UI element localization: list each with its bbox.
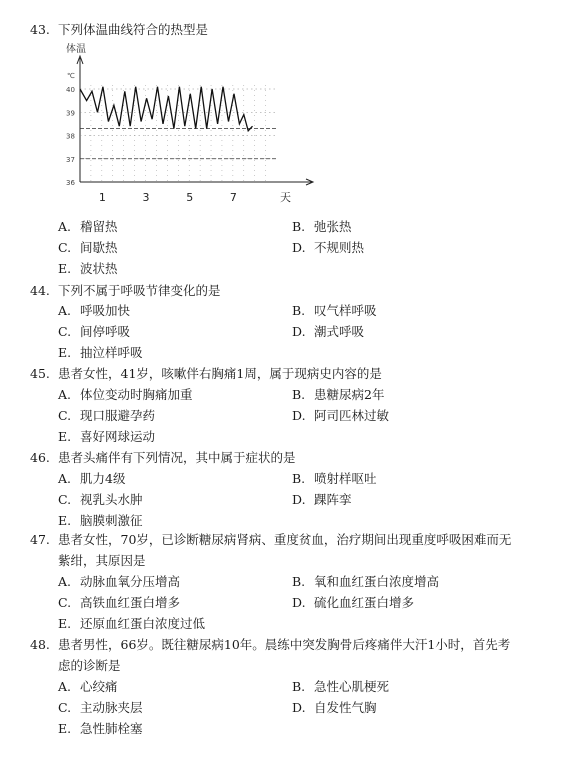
option-text: 阿司匹林过敏 [314,408,390,423]
option-44-a[interactable]: A. 呼吸加快 [58,303,131,318]
option-text: 抽泣样呼吸 [80,345,143,360]
question-number: 45. [30,366,50,381]
option-text: 间歇热 [80,240,118,255]
temperature-chart [58,40,328,210]
option-text: 踝阵挛 [314,492,352,507]
question-43-stem [30,22,208,38]
question-number: 43. [30,22,50,37]
option-text: 主动脉夹层 [80,700,143,715]
option-text: 患糖尿病2年 [314,387,385,402]
option-text: 动脉血氧分压增高 [80,574,181,589]
chart-axes [66,42,313,204]
option-44-e[interactable]: E. 抽泣样呼吸 [58,345,143,360]
option-text: 急性心肌梗死 [314,679,390,694]
y-axis-unit: ℃ [67,72,75,80]
option-46-e[interactable]: E. 脑膜刺激征 [58,513,143,528]
option-43-e[interactable]: E. 波状热 [58,261,118,276]
option-47-c[interactable]: C. 高铁血红蛋白增多 [58,595,181,610]
question-48-stem [30,637,510,653]
question-stem: 患者女性，41岁，咳嗽伴右胸痛1周，属于现病史内容的是 [58,366,382,381]
option-44-c[interactable]: C. 间停呼吸 [58,324,131,339]
question-stem: 患者男性，66岁。既往糖尿病10年。晨练中突发胸骨后疼痛伴大汗1小时，首先考 [58,637,511,652]
option-text: 视乳头水肿 [80,492,143,507]
option-47-a[interactable]: A. 动脉血氧分压增高 [58,574,181,589]
question-stem: 下列不属于呼吸节律变化的是 [58,283,221,298]
question-47-stem [30,532,511,548]
option-text: 自发性气胸 [314,700,377,715]
option-text: 还原血红蛋白浓度过低 [80,616,206,631]
option-text: 稽留热 [80,219,118,234]
question-45-stem [30,366,382,382]
question-47-stem-continued: 紫绀，其原因是 [58,553,146,568]
option-48-a[interactable]: A. 心绞痛 [58,679,118,694]
question-48-stem-continued: 虑的诊断是 [58,658,121,673]
option-43-b[interactable]: B. 弛张热 [292,219,352,234]
option-text: 硫化血红蛋白增多 [314,595,415,610]
option-text: 喷射样呕吐 [314,471,377,486]
option-43-a[interactable]: A. 稽留热 [58,219,118,234]
y-tick-label: 37 [66,155,75,164]
option-text: 不规则热 [314,240,365,255]
chart-series [80,87,253,131]
question-stem: 患者头痛伴有下列情况，其中属于症状的是 [58,450,296,465]
option-text: 高铁血红蛋白增多 [80,595,181,610]
option-text: 氧和血红蛋白浓度增高 [314,574,440,589]
temperature-line [80,87,253,131]
option-46-d[interactable]: D. 踝阵挛 [292,492,352,507]
option-48-c[interactable]: C. 主动脉夹层 [58,700,143,715]
question-number: 47. [30,532,50,547]
option-46-b[interactable]: B. 喷射样呕吐 [292,471,377,486]
y-tick-label: 39 [66,109,75,118]
option-text: 叹气样呼吸 [314,303,377,318]
option-text: 呼吸加快 [80,303,131,318]
x-axis-label: 天 [280,191,291,204]
option-text: 间停呼吸 [80,324,131,339]
option-45-a[interactable]: A. 体位变动时胸痛加重 [58,387,193,402]
option-text: 弛张热 [314,219,352,234]
option-text: 波状热 [80,261,118,276]
question-number: 46. [30,450,50,465]
option-47-d[interactable]: D. 硫化血红蛋白增多 [292,595,415,610]
question-46-stem [30,450,296,466]
option-text: 脑膜刺激征 [80,513,143,528]
x-tick-label: 7 [229,191,237,204]
option-45-d[interactable]: D. 阿司匹林过敏 [292,408,390,423]
y-tick-label: 38 [66,132,75,141]
option-46-a[interactable]: A. 肌力4级 [58,471,126,486]
option-text: 潮式呼吸 [314,324,365,339]
option-45-c[interactable]: C. 现口服避孕药 [58,408,156,423]
option-43-c[interactable]: C. 间歇热 [58,240,118,255]
y-axis-label: 体温 [66,44,86,55]
option-text: 急性肺栓塞 [80,721,143,736]
option-text: 现口服避孕药 [80,408,156,423]
question-stem: 患者女性，70岁，已诊断糖尿病肾病、重度贫血，治疗期间出现重度呼吸困难而无 [58,532,512,547]
option-text: 喜好网球运动 [80,429,156,444]
y-tick-label: 40 [66,86,75,94]
y-tick-label: 36 [66,179,75,187]
option-48-d[interactable]: D. 自发性气胸 [292,700,377,715]
option-47-b[interactable]: B. 氧和血红蛋白浓度增高 [292,574,440,589]
question-number: 44. [30,283,50,298]
option-45-e[interactable]: E. 喜好网球运动 [58,429,156,444]
option-47-e[interactable]: E. 还原血红蛋白浓度过低 [58,616,206,631]
option-44-d[interactable]: D. 潮式呼吸 [292,324,365,339]
option-48-b[interactable]: B. 急性心肌梗死 [292,679,390,694]
question-stem: 下列体温曲线符合的热型是 [58,22,209,37]
option-45-b[interactable]: B. 患糖尿病2年 [292,387,385,402]
option-text: 肌力4级 [80,471,126,486]
question-number: 48. [30,637,50,652]
option-46-c[interactable]: C. 视乳头水肿 [58,492,143,507]
x-tick-label: 5 [186,191,194,204]
option-text: 心绞痛 [80,679,118,694]
option-43-d[interactable]: D. 不规则热 [292,240,365,255]
option-text: 体位变动时胸痛加重 [80,387,193,402]
option-48-e[interactable]: E. 急性肺栓塞 [58,721,143,736]
x-tick-label: 1 [98,191,106,204]
x-tick-label: 3 [142,191,150,204]
option-44-b[interactable]: B. 叹气样呼吸 [292,303,377,318]
question-44-stem [30,283,221,299]
